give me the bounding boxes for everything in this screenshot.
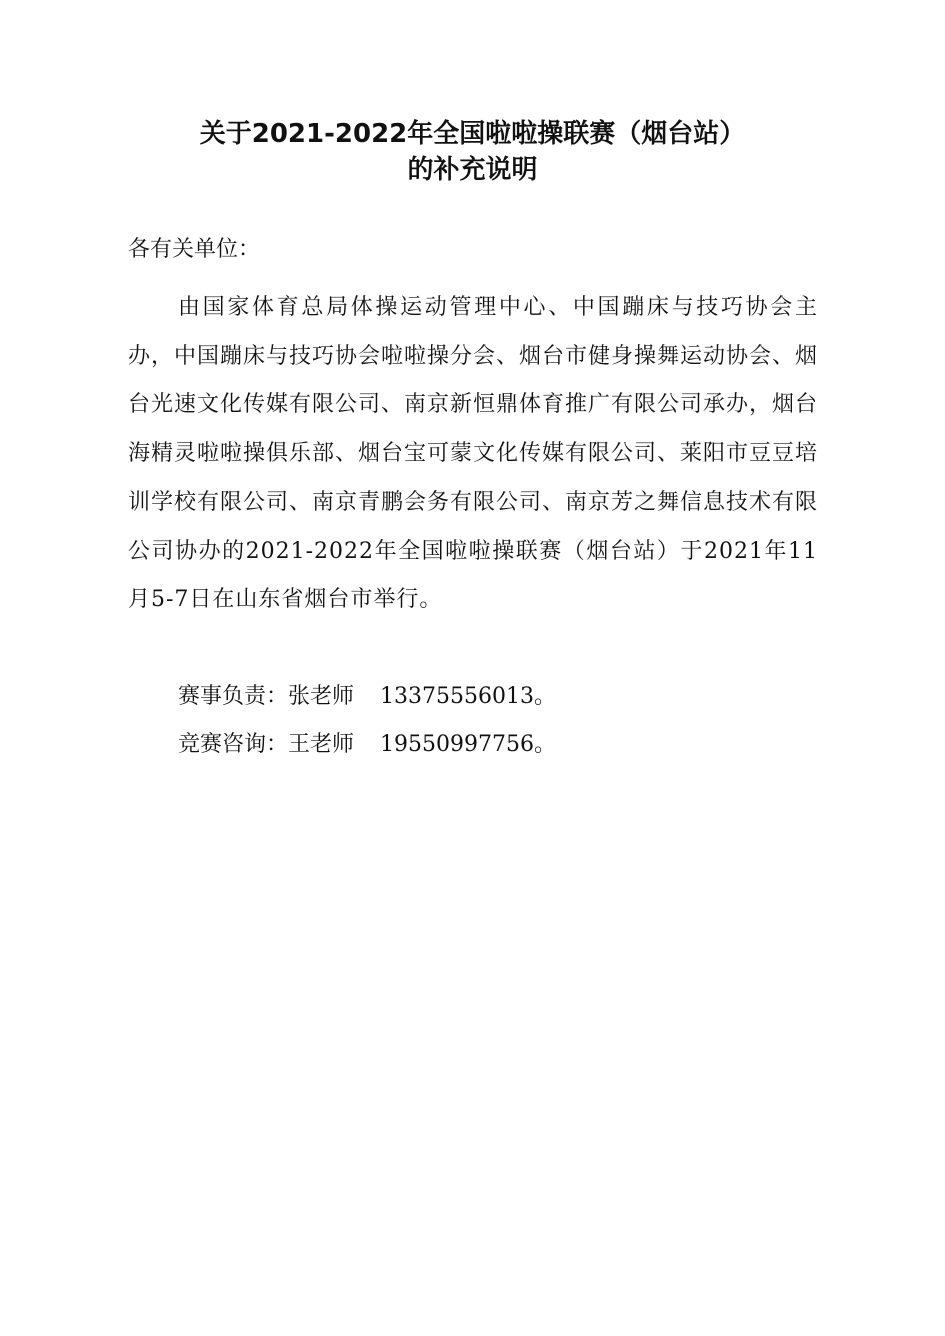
- contact-phone: 13375556013。: [380, 684, 556, 709]
- document-title-line-2: 的补充说明: [407, 155, 538, 185]
- contact-label: 竞赛咨询：王老师: [178, 732, 355, 757]
- contact-line-organizer: [178, 680, 556, 714]
- contact-label: 赛事负责：张老师: [178, 684, 355, 709]
- salutation: 各有关单位：: [128, 237, 261, 262]
- contact-line-consultation: [178, 728, 556, 762]
- contact-phone: 19550997756。: [380, 732, 556, 757]
- document-title-line-1: 关于2021-2022年全国啦啦操联赛（烟台站）: [199, 119, 746, 149]
- body-paragraph: 由国家体育总局体操运动管理中心、中国蹦床与技巧协会主办，中国蹦床与技巧协会啦啦操分会、烟台市健身操舞运动协会、烟台光速文化传媒有限公司、南京新恒鼎体育推广有限公司承办，烟台海精灵啦啦操俱乐部、烟台宝可蒙文化传媒有限公司、莱阳市豆豆培训学校有限公司、南京青鹏会务有限公司、南京芳之舞信息技术有限公司协办的2021-2022年全国啦啦操联赛（烟台站）于2021年11月5-7日在山东省烟台市举行。: [128, 295, 819, 613]
